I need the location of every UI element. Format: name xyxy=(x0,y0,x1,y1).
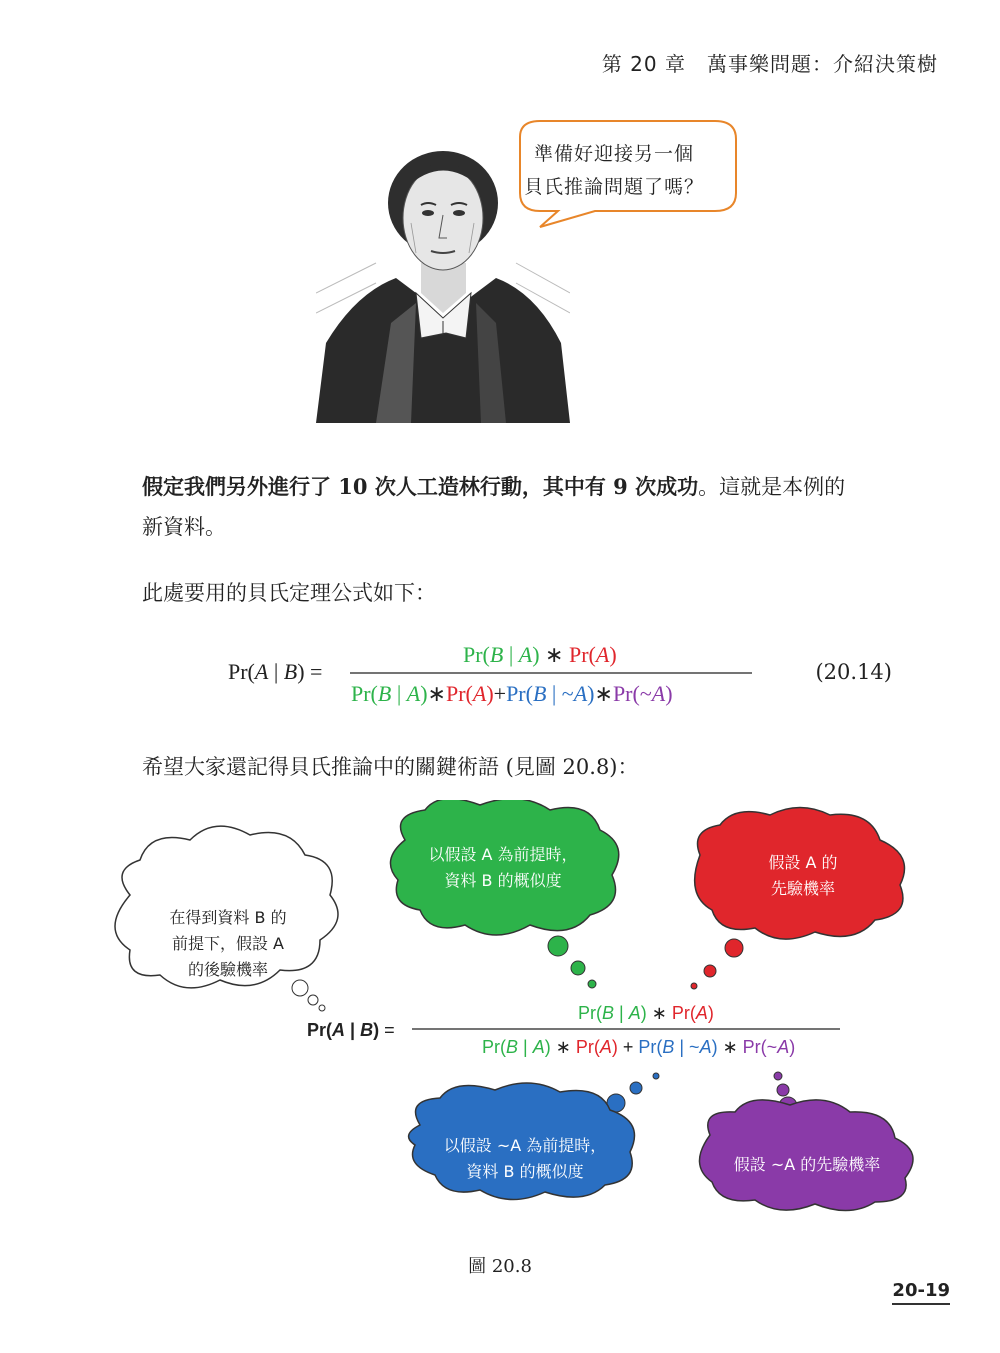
paragraph-3: 希望大家還記得貝氏推論中的關鍵術語 (見圖 20.8)： xyxy=(142,755,639,779)
speech-line-1: 準備好迎接另一個 xyxy=(533,143,694,165)
equation-number: (20.14) xyxy=(815,660,892,684)
paragraph-1-bold: 假定我們另外進行了 10 次人工造林行動，其中有 9 次成功 xyxy=(142,474,699,499)
likelihood-label xyxy=(408,842,598,894)
diagram-numerator: Pr(B | A) ∗ Pr(A) xyxy=(578,1003,714,1023)
likelihood-not-line-2: 資料 B 的概似度 xyxy=(466,1162,584,1181)
formula-numerator: Pr(B | A) ∗ Pr(A) xyxy=(463,642,617,667)
page-number: 20-19 xyxy=(892,1280,950,1305)
diagram-denominator: Pr(B | A) ∗ Pr(A) + Pr(B | ~A) ∗ Pr(~A) xyxy=(482,1037,796,1057)
prior-line-1: 假設 A 的 xyxy=(768,853,838,872)
posterior-line-2: 前提下，假設 A xyxy=(171,934,285,953)
paragraph-1 xyxy=(142,467,902,547)
diagram-lhs: Pr(A | B) = xyxy=(307,1020,395,1040)
likelihood-not-line-1: 以假設 ~A 為前提時， xyxy=(443,1136,607,1155)
posterior-line-1: 在得到資料 B 的 xyxy=(169,908,287,927)
posterior-line-3: 的後驗機率 xyxy=(187,960,268,979)
prior-not-label xyxy=(712,1152,902,1178)
paragraph-2: 此處要用的貝氏定理公式如下： xyxy=(142,581,436,605)
likelihood-line-2: 資料 B 的概似度 xyxy=(444,871,562,890)
likelihood-line-1: 以假設 A 為前提時， xyxy=(428,845,578,864)
posterior-label xyxy=(148,905,308,983)
paragraph-1-rest: 。這就是本例的 xyxy=(698,475,846,499)
figure-caption: 圖 20.8 xyxy=(468,1256,532,1277)
chapter-header: 第 20 章 萬事樂問題：介紹決策樹 xyxy=(601,52,938,76)
speech-line-2: 貝氏推論問題了嗎？ xyxy=(523,176,704,198)
prior-not-line-1: 假設 ~A 的先驗機率 xyxy=(733,1155,881,1174)
prior-line-2: 先驗機率 xyxy=(770,879,835,898)
prior-label xyxy=(728,850,878,902)
likelihood-not-label xyxy=(425,1133,625,1185)
speech-bubble-text xyxy=(500,138,728,204)
paragraph-1-line2: 新資料。 xyxy=(142,515,226,539)
formula-lhs: Pr(A | B) = xyxy=(228,659,323,684)
formula-denominator: Pr(B | A)∗Pr(A)+Pr(B | ~A)∗Pr(~A) xyxy=(351,681,673,706)
